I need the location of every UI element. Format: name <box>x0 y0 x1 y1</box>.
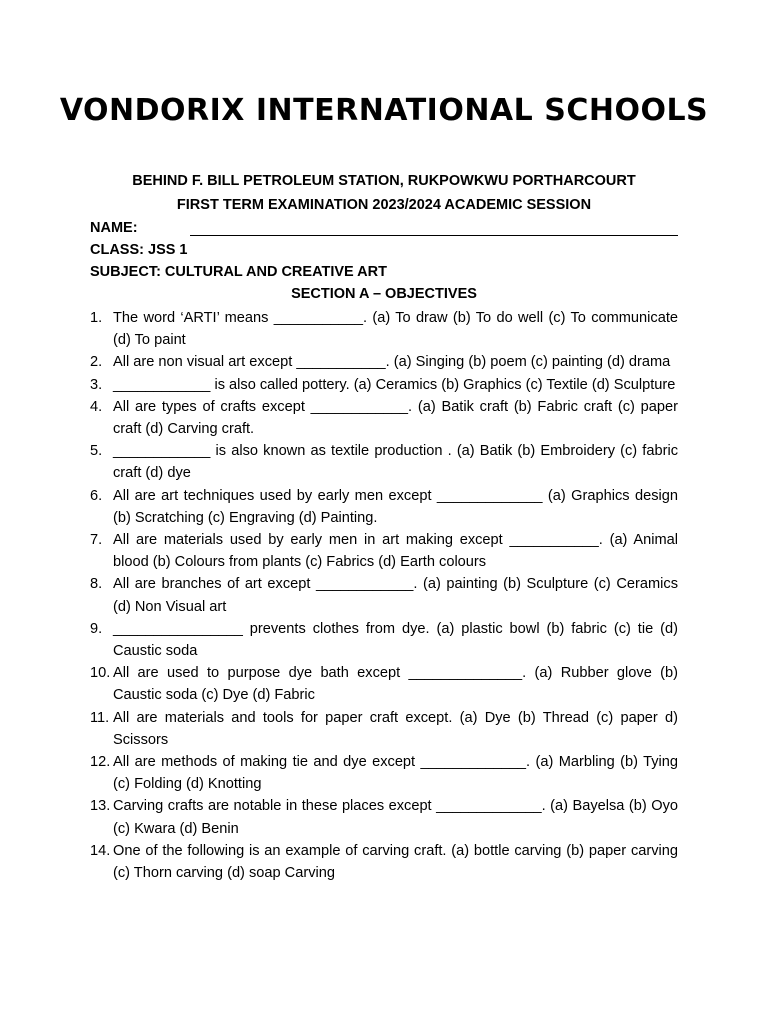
question-text: Carving crafts are notable in these places except _____________. (a) Bayelsa (b) Oyo (c) Kwara (d) Benin <box>113 798 678 837</box>
question-text: All are methods of making tie and dye except _____________. (a) Marbling (b) Tying (c) Folding (d) Knotting <box>113 754 678 793</box>
question-item <box>90 485 678 529</box>
question-text: All are used to purpose dye bath except ______________. (a) Rubber glove (b) Caustic soda (c) Dye (d) Fabric <box>113 665 678 704</box>
question-item <box>90 374 678 396</box>
section-title: SECTION A – OBJECTIVES <box>291 286 477 302</box>
question-number: 5. <box>90 443 103 460</box>
question-text: The word ‘ARTI’ means ___________. (a) To draw (b) To do well (c) To communicate (d) To paint <box>113 310 678 349</box>
question-text: One of the following is an example of carving craft. (a) bottle carving (b) paper carving (c) Thorn carving (d) soap Carving <box>113 842 678 882</box>
question-text: All are materials and tools for paper craft except. (a) Dye (b) Thread (c) paper d) Scissors <box>113 709 678 748</box>
question-item <box>90 573 678 617</box>
question-number: 9. <box>90 620 103 637</box>
question-item <box>90 396 678 440</box>
question-number: 11. <box>90 709 110 726</box>
question-list <box>90 307 678 884</box>
school-name: VONDORIX INTERNATIONAL SCHOOLS <box>59 93 709 128</box>
question-item <box>90 618 678 662</box>
question-item <box>90 529 678 573</box>
question-item <box>90 707 678 751</box>
question-number: 1. <box>90 310 103 326</box>
question-text: All are materials used by early men in art making except ___________. (a) Animal blood (b) Colours from plants (c) Fabrics (d) Earth colours <box>113 532 678 571</box>
exam-title: FIRST TERM EXAMINATION 2023/2024 ACADEMIC SESSION <box>176 197 592 213</box>
question-number: 14. <box>90 842 111 859</box>
question-text: All are art techniques used by early men except _____________ (a) Graphics design (b) Scratching (c) Engraving (d) Painting. <box>113 487 678 526</box>
question-item <box>90 351 678 373</box>
question-item <box>90 307 678 351</box>
subject-label: SUBJECT: CULTURAL AND CREATIVE ART <box>90 264 387 280</box>
question-number: 3. <box>90 376 103 393</box>
question-number: 12. <box>90 754 111 771</box>
question-number: 4. <box>90 398 103 415</box>
question-number: 7. <box>90 532 103 549</box>
class-label: CLASS: JSS 1 <box>90 242 188 258</box>
question-text: All are types of crafts except ____________. (a) Batik craft (b) Fabric craft (c) paper craft (d) Carving craft. <box>113 398 678 438</box>
school-address: BEHIND F. BILL PETROLEUM STATION, RUKPOWKWU PORTHARCOURT <box>132 173 636 189</box>
question-number: 2. <box>90 354 103 371</box>
question-text: All are non visual art except ___________. (a) Singing (b) poem (c) painting (d) drama <box>113 354 671 371</box>
name-label: NAME: <box>90 220 138 236</box>
question-item <box>90 795 678 839</box>
question-text: All are branches of art except ____________. (a) painting (b) Sculpture (c) Ceramics (d) Non Visual art <box>113 576 678 615</box>
question-text: ________________ prevents clothes from dye. (a) plastic bowl (b) fabric (c) tie (d) Caustic soda <box>113 620 678 660</box>
question-item <box>90 840 678 884</box>
question-text: ____________ is also called pottery. (a) Ceramics (b) Graphics (c) Textile (d) Sculpture <box>113 376 676 393</box>
question-number: 13. <box>90 798 111 815</box>
question-number: 6. <box>90 487 103 504</box>
question-item <box>90 662 678 706</box>
question-item <box>90 751 678 795</box>
question-item <box>90 440 678 484</box>
question-number: 10. <box>90 665 111 682</box>
name-blank-line <box>190 235 678 236</box>
question-number: 8. <box>90 576 103 593</box>
question-text: ____________ is also known as textile production . (a) Batik (b) Embroidery (c) fabric craft (d) dye <box>113 443 678 482</box>
